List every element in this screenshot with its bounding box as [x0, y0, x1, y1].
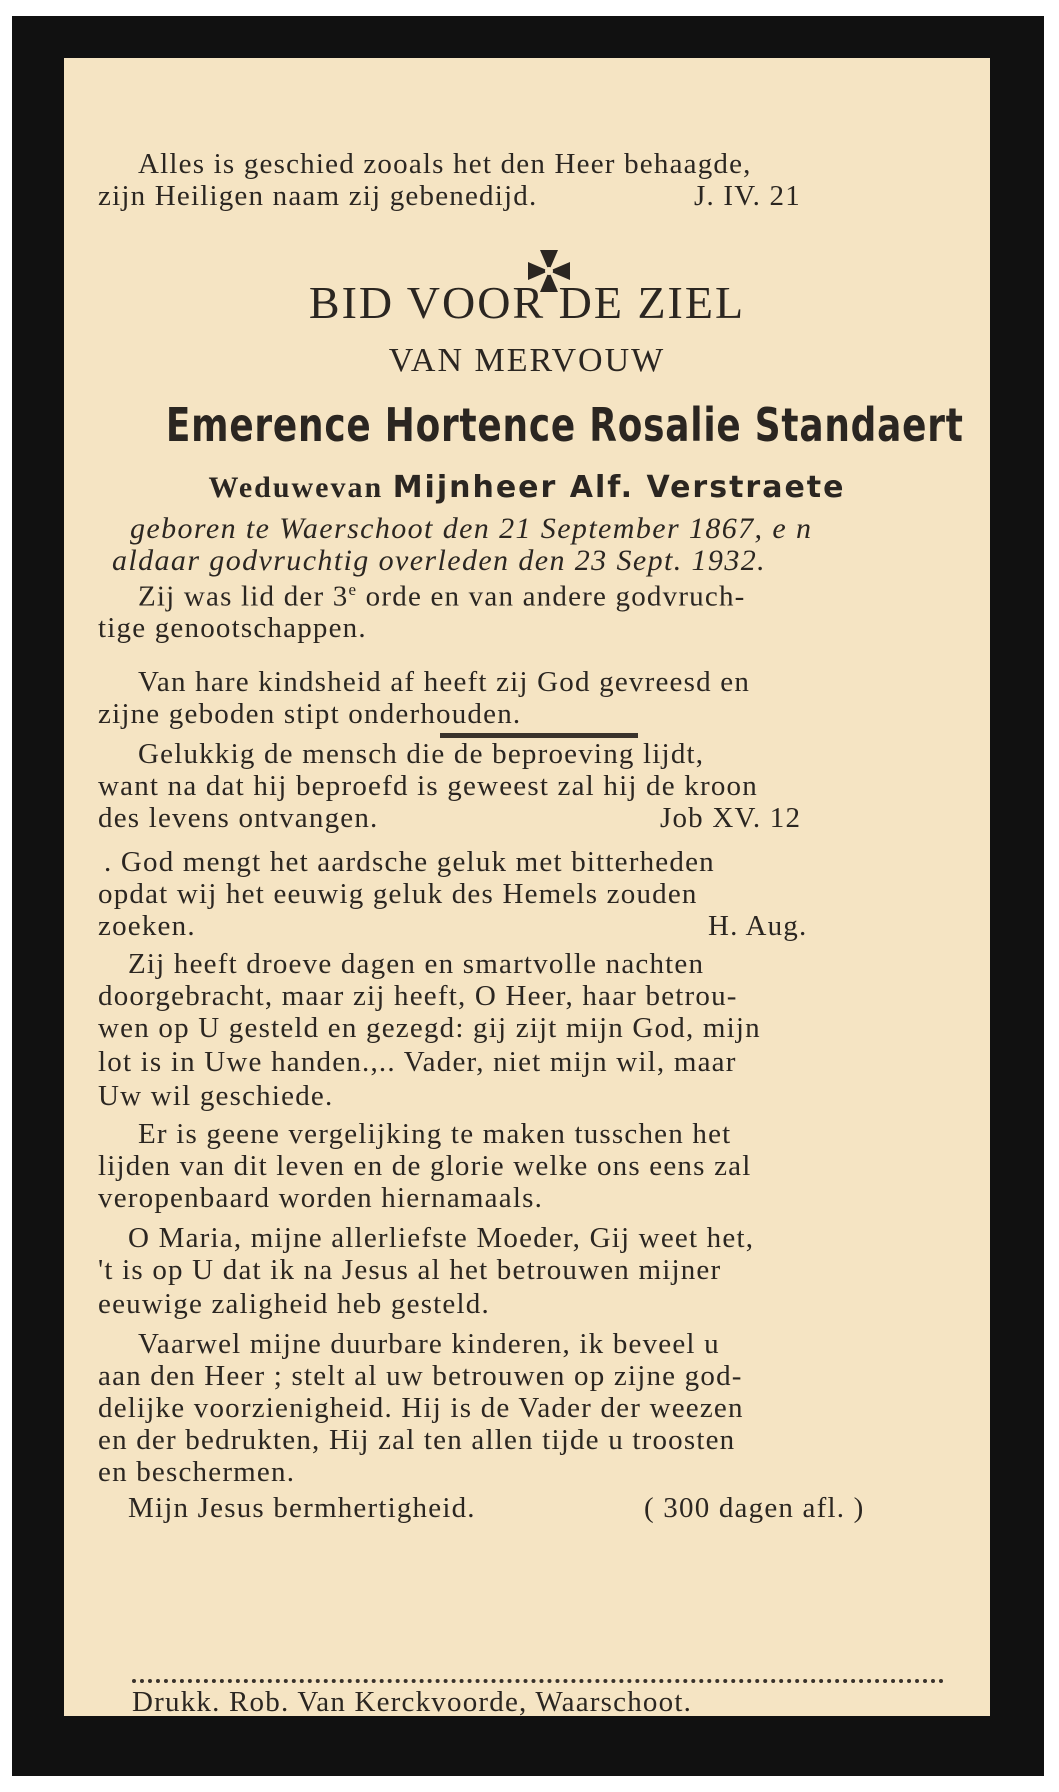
- indulgence-note: ( 300 dagen afl. ): [644, 1492, 865, 1524]
- paragraph-4-line-2: doorgebracht, maar zij heeft, O Heer, haar betrou-: [98, 980, 738, 1012]
- paragraph-3-line-1: . God mengt het aardsche geluk met bitterheden: [104, 846, 715, 878]
- paragraph-2-reference: Job XV. 12: [660, 802, 802, 834]
- quote-text: zijn Heiligen naam zij gebenedijd.: [98, 180, 538, 212]
- paragraph-4-line-3: wen op U gesteld en gezegd: gij zijt mijn God, mijn: [98, 1012, 761, 1044]
- paragraph-7-line-1: Vaarwel mijne duurbare kinderen, ik beveel u: [138, 1328, 720, 1360]
- birth-line-1: geboren te Waerschoot den 21 September 1867, e n: [130, 512, 813, 545]
- paragraph-6-line-3: eeuwige zaligheid heb gesteld.: [98, 1288, 490, 1320]
- memorial-card-paper: [64, 58, 990, 1716]
- membership-text-post: orde en van andere godvruch-: [357, 580, 746, 613]
- paragraph-6-line-2: 't is op U dat ik na Jesus al het betrouwen mijner: [98, 1254, 722, 1286]
- paragraph-7-line-5: en beschermen.: [98, 1456, 296, 1488]
- paragraph-4-line-4: lot is in Uwe handen.,.. Vader, niet mijn wil, maar: [98, 1046, 737, 1078]
- paragraph-1-line-1: Van hare kindsheid af heeft zij God gevreesd en: [138, 666, 751, 698]
- paragraph-3-line-2: opdat wij het eeuwig geluk des Hemels zouden: [98, 878, 698, 910]
- memorial-card-border: [12, 16, 1044, 1776]
- title: BID VOOR DE ZIEL: [308, 277, 746, 328]
- printer-credit: Drukk. Rob. Van Kerckvoorde, Waarschoot.: [132, 1686, 693, 1718]
- closing-prayer: Mijn Jesus bermhertigheid.: [128, 1492, 476, 1524]
- paragraph-7-line-4: en der bedrukten, Hij zal ten allen tijde u troosten: [98, 1424, 736, 1456]
- paragraph-2-line-1: Gelukkig de mensch die de beproeving lijdt,: [138, 738, 705, 770]
- paragraph-1-line-2: zijne geboden stipt onderhouden.: [98, 698, 522, 730]
- membership-text-pre: Zij was lid der 3: [138, 580, 349, 613]
- quote-reference: J. IV. 21: [694, 180, 801, 212]
- paragraph-5-line-3: veropenbaard worden hiernamaals.: [98, 1182, 544, 1214]
- paragraph-7-line-2: aan den Heer ; stelt al uw betrouwen op zijne god-: [98, 1360, 743, 1392]
- paragraph-3-line-3: zoeken.: [98, 910, 196, 942]
- paragraph-2-line-3: des levens ontvangen.: [98, 802, 379, 834]
- paragraph-3-reference: H. Aug.: [708, 910, 808, 942]
- paragraph-7-line-3: delijke voorzienigheid. Hij is de Vader der weezen: [98, 1392, 744, 1424]
- paragraph-4-line-1: Zij heeft droeve dagen en smartvolle nachten: [128, 948, 705, 980]
- membership-superscript: e: [348, 580, 358, 599]
- birth-line-2: aldaar godvruchtig overleden den 23 Sept. 1932.: [112, 544, 767, 577]
- paragraph-4-line-5: Uw wil geschiede.: [98, 1080, 334, 1112]
- subtitle: VAN MERVOUW: [388, 342, 666, 379]
- quote-line-1: Alles is geschied zooals het den Heer behaagde,: [138, 148, 752, 180]
- paragraph-6-line-1: O Maria, mijne allerliefste Moeder, Gij weet het,: [128, 1222, 755, 1254]
- widow-prefix: Weduwevan: [208, 471, 384, 504]
- membership-line-2: tige genootschappen.: [98, 612, 367, 644]
- deceased-name: Emerence Hortence Rosalie Standaert: [165, 398, 964, 452]
- dotted-divider: [132, 1679, 944, 1683]
- widow-name: Mijnheer Alf. Verstraete: [392, 470, 846, 505]
- paragraph-5-line-1: Er is geene vergelijking te maken tusschen het: [138, 1118, 732, 1150]
- paragraph-5-line-2: lijden van dit leven en de glorie welke ons eens zal: [98, 1150, 752, 1182]
- membership-line-1: [138, 580, 990, 614]
- paragraph-2-line-2: want na dat hij beproefd is geweest zal hij de kroon: [98, 770, 758, 802]
- widow-line: [64, 470, 990, 505]
